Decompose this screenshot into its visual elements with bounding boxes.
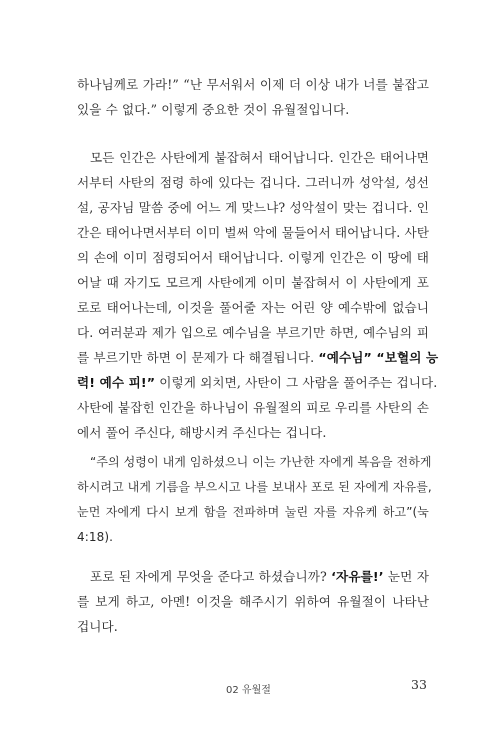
text-run: 를 부르기만 하면 이 문제가 다 해결됩니다.	[77, 350, 319, 365]
text-line	[77, 295, 429, 320]
text-run: 눈먼 자에게 다시 보게 함을 전파하며 눌린 자를 자유케 하고”(눅	[77, 505, 429, 519]
text-run: 를 보게 하고, 아멘! 이것을 해주시기 위하여 유월절이 나타난	[77, 594, 429, 609]
text-run: 하나님께로 가라!” “난 무서워서 이제 더 이상 내가 너를 붙잡고	[77, 77, 429, 92]
text-line	[77, 500, 429, 525]
text-run: 로로 태어나는데, 이것을 풀어줄 자는 어린 양 예수밖에 없습니	[77, 300, 429, 315]
scripture-quote	[77, 450, 432, 550]
text-line	[77, 195, 429, 220]
emphasis-text: “예수님” “보혈의 능	[318, 350, 439, 365]
text-run: 이렇게 외치면, 사탄이 그 사람을 풀어주는 겁니다.	[155, 375, 438, 390]
page-number: 33	[411, 677, 427, 692]
text-line	[77, 475, 432, 500]
text-line	[77, 270, 429, 295]
text-line	[77, 420, 429, 445]
text-run: 하시려고 내게 기름을 부으시고 나를 보내사 포로 된 자에게 자유를,	[77, 480, 432, 494]
text-line	[77, 320, 429, 345]
paragraph-4	[77, 564, 429, 639]
text-line	[77, 245, 429, 270]
text-run: 포로 된 자에게 무엇을 준다고 하셨습니까?	[90, 569, 332, 584]
paragraph-1	[77, 72, 429, 122]
text-line	[77, 72, 429, 97]
text-run: 간은 태어나면서부터 이미 벌써 악에 물들어서 태어납니다. 사탄	[77, 225, 429, 240]
text-run: 있을 수 없다.” 이렇게 중요한 것이 유월절입니다.	[77, 102, 350, 117]
text-run: 에서 풀어 주신다, 해방시켜 주신다는 겁니다.	[77, 425, 327, 440]
text-run: 서부터 사탄의 점령 하에 있다는 겁니다. 그러니까 성악설, 성선	[77, 175, 429, 190]
text-run: 의 손에 이미 점령되어서 태어납니다. 이렇게 인간은 이 땅에 태	[77, 250, 429, 265]
text-line	[77, 170, 429, 195]
text-line	[77, 345, 439, 370]
emphasis-text: 력! 예수 피!”	[77, 375, 156, 390]
text-line	[77, 589, 429, 614]
text-run: 눈먼 자	[383, 569, 429, 584]
text-run: 4:18).	[77, 530, 114, 544]
text-line	[77, 564, 429, 589]
text-line	[77, 525, 429, 550]
text-run: 사탄에 붙잡힌 인간을 하나님이 유월절의 피로 우리를 사탄의 손	[77, 400, 429, 415]
emphasis-text: ‘자유를!’	[331, 569, 384, 584]
text-run: 겁니다.	[77, 619, 118, 634]
text-line	[77, 220, 429, 245]
paragraph-2	[77, 145, 439, 445]
text-line	[77, 450, 432, 475]
running-head: 02 유월절	[226, 685, 271, 696]
text-run: “주의 성령이 내게 임하셨으니 이는 가난한 자에게 복음을 전하게	[90, 455, 432, 469]
text-line	[77, 97, 429, 122]
text-line	[77, 395, 429, 420]
text-line	[77, 145, 429, 170]
page-footer	[0, 677, 500, 697]
text-run: 설, 공자님 말씀 중에 어느 게 맞느냐? 성악설이 맞는 겁니다. 인	[77, 200, 429, 215]
text-line	[77, 614, 429, 639]
text-run: 모든 인간은 사탄에게 붙잡혀서 태어납니다. 인간은 태어나면	[90, 150, 429, 165]
text-line	[77, 370, 438, 395]
text-run: 어날 때 자기도 모르게 사탄에게 이미 붙잡혀서 이 사탄에게 포	[77, 275, 429, 290]
text-run: 다. 여러분과 제가 입으로 예수님을 부르기만 하면, 예수님의 피	[77, 325, 429, 340]
